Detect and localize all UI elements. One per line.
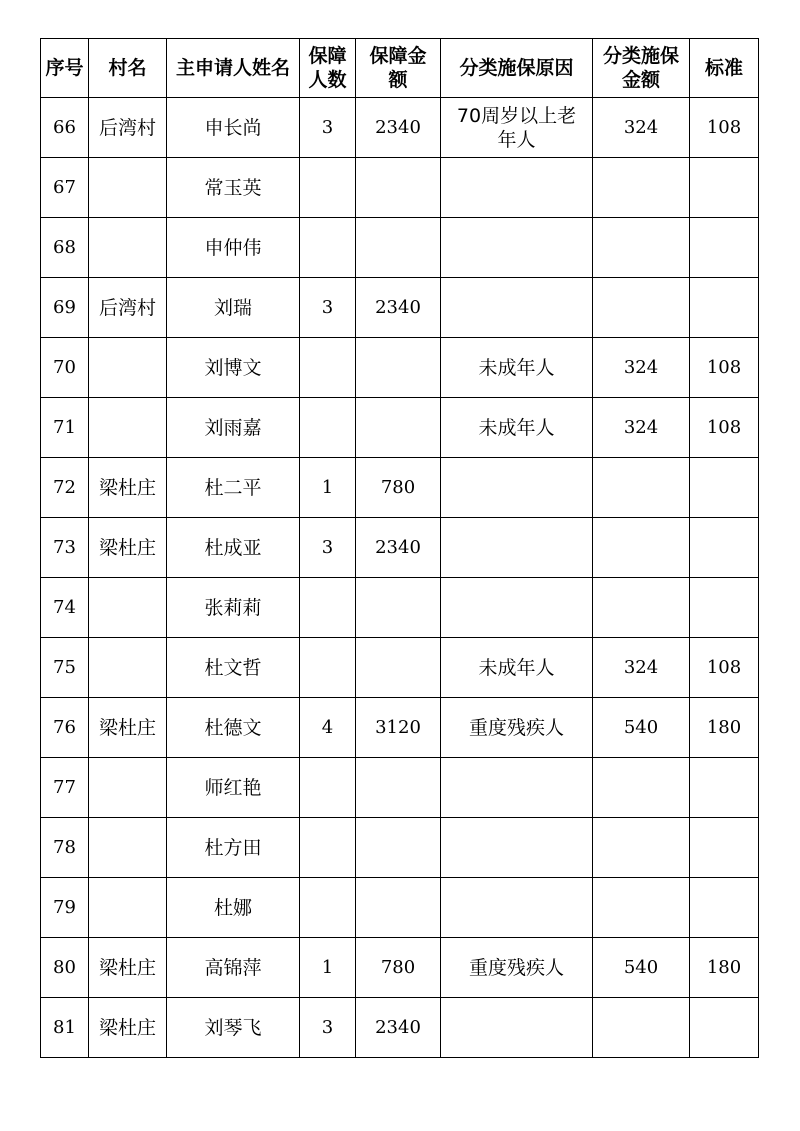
cell-benefit-amount: 2340: [356, 98, 441, 158]
cell-standard: 108: [690, 398, 759, 458]
cell-covered-persons: 3: [300, 518, 356, 578]
cell-benefit-amount: [356, 758, 441, 818]
cell-classification-reason: [441, 458, 593, 518]
cell-classification-reason: 未成年人: [441, 638, 593, 698]
cell-classification-reason: [441, 998, 593, 1058]
cell-standard: 108: [690, 98, 759, 158]
cell-classification-amount: [593, 578, 690, 638]
cell-covered-persons: [300, 878, 356, 938]
cell-classification-reason: [441, 818, 593, 878]
cell-applicant-name: 杜成亚: [167, 518, 300, 578]
cell-serial-number: 75: [41, 638, 89, 698]
cell-serial-number: 80: [41, 938, 89, 998]
header-standard: 标准: [690, 39, 759, 98]
cell-benefit-amount: [356, 398, 441, 458]
cell-applicant-name: 刘瑞: [167, 278, 300, 338]
cell-covered-persons: [300, 638, 356, 698]
table-row: [41, 278, 759, 338]
table-row: [41, 818, 759, 878]
cell-covered-persons: [300, 218, 356, 278]
cell-covered-persons: [300, 818, 356, 878]
cell-classification-reason: 重度残疾人: [441, 938, 593, 998]
cell-standard: [690, 158, 759, 218]
cell-applicant-name: 申长尚: [167, 98, 300, 158]
cell-benefit-amount: [356, 578, 441, 638]
cell-serial-number: 68: [41, 218, 89, 278]
cell-benefit-amount: [356, 878, 441, 938]
cell-classification-amount: [593, 278, 690, 338]
cell-classification-reason: [441, 158, 593, 218]
cell-standard: [690, 518, 759, 578]
cell-applicant-name: 申仲伟: [167, 218, 300, 278]
cell-covered-persons: [300, 758, 356, 818]
table-row: [41, 218, 759, 278]
cell-serial-number: 78: [41, 818, 89, 878]
cell-village-name: [89, 398, 167, 458]
cell-applicant-name: 杜方田: [167, 818, 300, 878]
cell-classification-amount: 324: [593, 398, 690, 458]
cell-serial-number: 73: [41, 518, 89, 578]
table-row: [41, 698, 759, 758]
cell-classification-amount: [593, 158, 690, 218]
cell-village-name: 梁杜庄: [89, 458, 167, 518]
cell-standard: [690, 218, 759, 278]
table-row: [41, 98, 759, 158]
table-row: [41, 638, 759, 698]
cell-village-name: 梁杜庄: [89, 518, 167, 578]
header-classification-reason: 分类施保原因: [441, 39, 593, 98]
cell-serial-number: 76: [41, 698, 89, 758]
cell-classification-reason: 未成年人: [441, 398, 593, 458]
cell-applicant-name: 杜娜: [167, 878, 300, 938]
cell-standard: 180: [690, 938, 759, 998]
cell-village-name: [89, 638, 167, 698]
cell-standard: 108: [690, 638, 759, 698]
cell-village-name: 梁杜庄: [89, 998, 167, 1058]
cell-village-name: 后湾村: [89, 98, 167, 158]
cell-village-name: [89, 758, 167, 818]
cell-classification-reason: [441, 218, 593, 278]
cell-applicant-name: 常玉英: [167, 158, 300, 218]
header-row: [41, 39, 759, 98]
cell-serial-number: 81: [41, 998, 89, 1058]
table-row: [41, 578, 759, 638]
cell-covered-persons: [300, 158, 356, 218]
cell-standard: 180: [690, 698, 759, 758]
cell-covered-persons: 1: [300, 938, 356, 998]
cell-classification-amount: [593, 458, 690, 518]
cell-benefit-amount: [356, 158, 441, 218]
cell-classification-reason: 重度残疾人: [441, 698, 593, 758]
cell-standard: [690, 458, 759, 518]
cell-standard: 108: [690, 338, 759, 398]
table-row: [41, 878, 759, 938]
cell-benefit-amount: 2340: [356, 998, 441, 1058]
cell-applicant-name: 杜二平: [167, 458, 300, 518]
cell-serial-number: 79: [41, 878, 89, 938]
cell-benefit-amount: 780: [356, 938, 441, 998]
cell-covered-persons: 3: [300, 998, 356, 1058]
cell-serial-number: 74: [41, 578, 89, 638]
cell-applicant-name: 高锦萍: [167, 938, 300, 998]
cell-standard: [690, 578, 759, 638]
cell-village-name: 后湾村: [89, 278, 167, 338]
cell-standard: [690, 878, 759, 938]
cell-village-name: [89, 218, 167, 278]
table-row: [41, 758, 759, 818]
cell-standard: [690, 998, 759, 1058]
cell-classification-amount: 540: [593, 698, 690, 758]
table-row: [41, 458, 759, 518]
header-benefit-amount: 保障金额: [356, 39, 441, 98]
cell-applicant-name: 杜文哲: [167, 638, 300, 698]
cell-classification-reason: [441, 578, 593, 638]
cell-classification-amount: [593, 518, 690, 578]
table-row: [41, 338, 759, 398]
cell-classification-reason: [441, 278, 593, 338]
header-covered-persons: 保障人数: [300, 39, 356, 98]
cell-applicant-name: 张莉莉: [167, 578, 300, 638]
table-row: [41, 398, 759, 458]
header-classification-amount: 分类施保金额: [593, 39, 690, 98]
cell-village-name: [89, 158, 167, 218]
table-row: [41, 998, 759, 1058]
cell-covered-persons: [300, 398, 356, 458]
relief-roster-table: [40, 38, 759, 1058]
cell-applicant-name: 刘琴飞: [167, 998, 300, 1058]
cell-benefit-amount: 3120: [356, 698, 441, 758]
header-serial-number: 序号: [41, 39, 89, 98]
cell-classification-amount: [593, 878, 690, 938]
cell-classification-amount: 324: [593, 98, 690, 158]
cell-classification-reason: 未成年人: [441, 338, 593, 398]
header-village-name: 村名: [89, 39, 167, 98]
cell-benefit-amount: [356, 218, 441, 278]
cell-covered-persons: [300, 338, 356, 398]
cell-classification-reason: [441, 878, 593, 938]
cell-classification-reason: [441, 518, 593, 578]
cell-benefit-amount: [356, 638, 441, 698]
table-row: [41, 158, 759, 218]
cell-serial-number: 72: [41, 458, 89, 518]
cell-benefit-amount: 2340: [356, 278, 441, 338]
cell-classification-amount: 324: [593, 638, 690, 698]
table-row: [41, 518, 759, 578]
cell-covered-persons: [300, 578, 356, 638]
cell-covered-persons: 4: [300, 698, 356, 758]
cell-benefit-amount: [356, 338, 441, 398]
cell-classification-amount: [593, 818, 690, 878]
cell-village-name: 梁杜庄: [89, 938, 167, 998]
cell-applicant-name: 刘博文: [167, 338, 300, 398]
cell-serial-number: 70: [41, 338, 89, 398]
cell-serial-number: 77: [41, 758, 89, 818]
cell-serial-number: 71: [41, 398, 89, 458]
cell-village-name: [89, 578, 167, 638]
cell-covered-persons: 1: [300, 458, 356, 518]
cell-village-name: [89, 878, 167, 938]
cell-village-name: 梁杜庄: [89, 698, 167, 758]
cell-benefit-amount: [356, 818, 441, 878]
table-row: [41, 938, 759, 998]
cell-benefit-amount: 2340: [356, 518, 441, 578]
cell-classification-amount: 540: [593, 938, 690, 998]
header-applicant-name: 主申请人姓名: [167, 39, 300, 98]
cell-benefit-amount: 780: [356, 458, 441, 518]
cell-covered-persons: 3: [300, 278, 356, 338]
cell-applicant-name: 刘雨嘉: [167, 398, 300, 458]
cell-village-name: [89, 818, 167, 878]
cell-serial-number: 69: [41, 278, 89, 338]
cell-classification-amount: 324: [593, 338, 690, 398]
cell-applicant-name: 师红艳: [167, 758, 300, 818]
cell-classification-reason: 70周岁以上老年人: [441, 98, 593, 158]
cell-classification-amount: [593, 998, 690, 1058]
cell-covered-persons: 3: [300, 98, 356, 158]
cell-applicant-name: 杜德文: [167, 698, 300, 758]
cell-standard: [690, 758, 759, 818]
cell-classification-amount: [593, 218, 690, 278]
cell-classification-amount: [593, 758, 690, 818]
cell-serial-number: 66: [41, 98, 89, 158]
cell-serial-number: 67: [41, 158, 89, 218]
cell-village-name: [89, 338, 167, 398]
cell-standard: [690, 818, 759, 878]
cell-standard: [690, 278, 759, 338]
cell-classification-reason: [441, 758, 593, 818]
